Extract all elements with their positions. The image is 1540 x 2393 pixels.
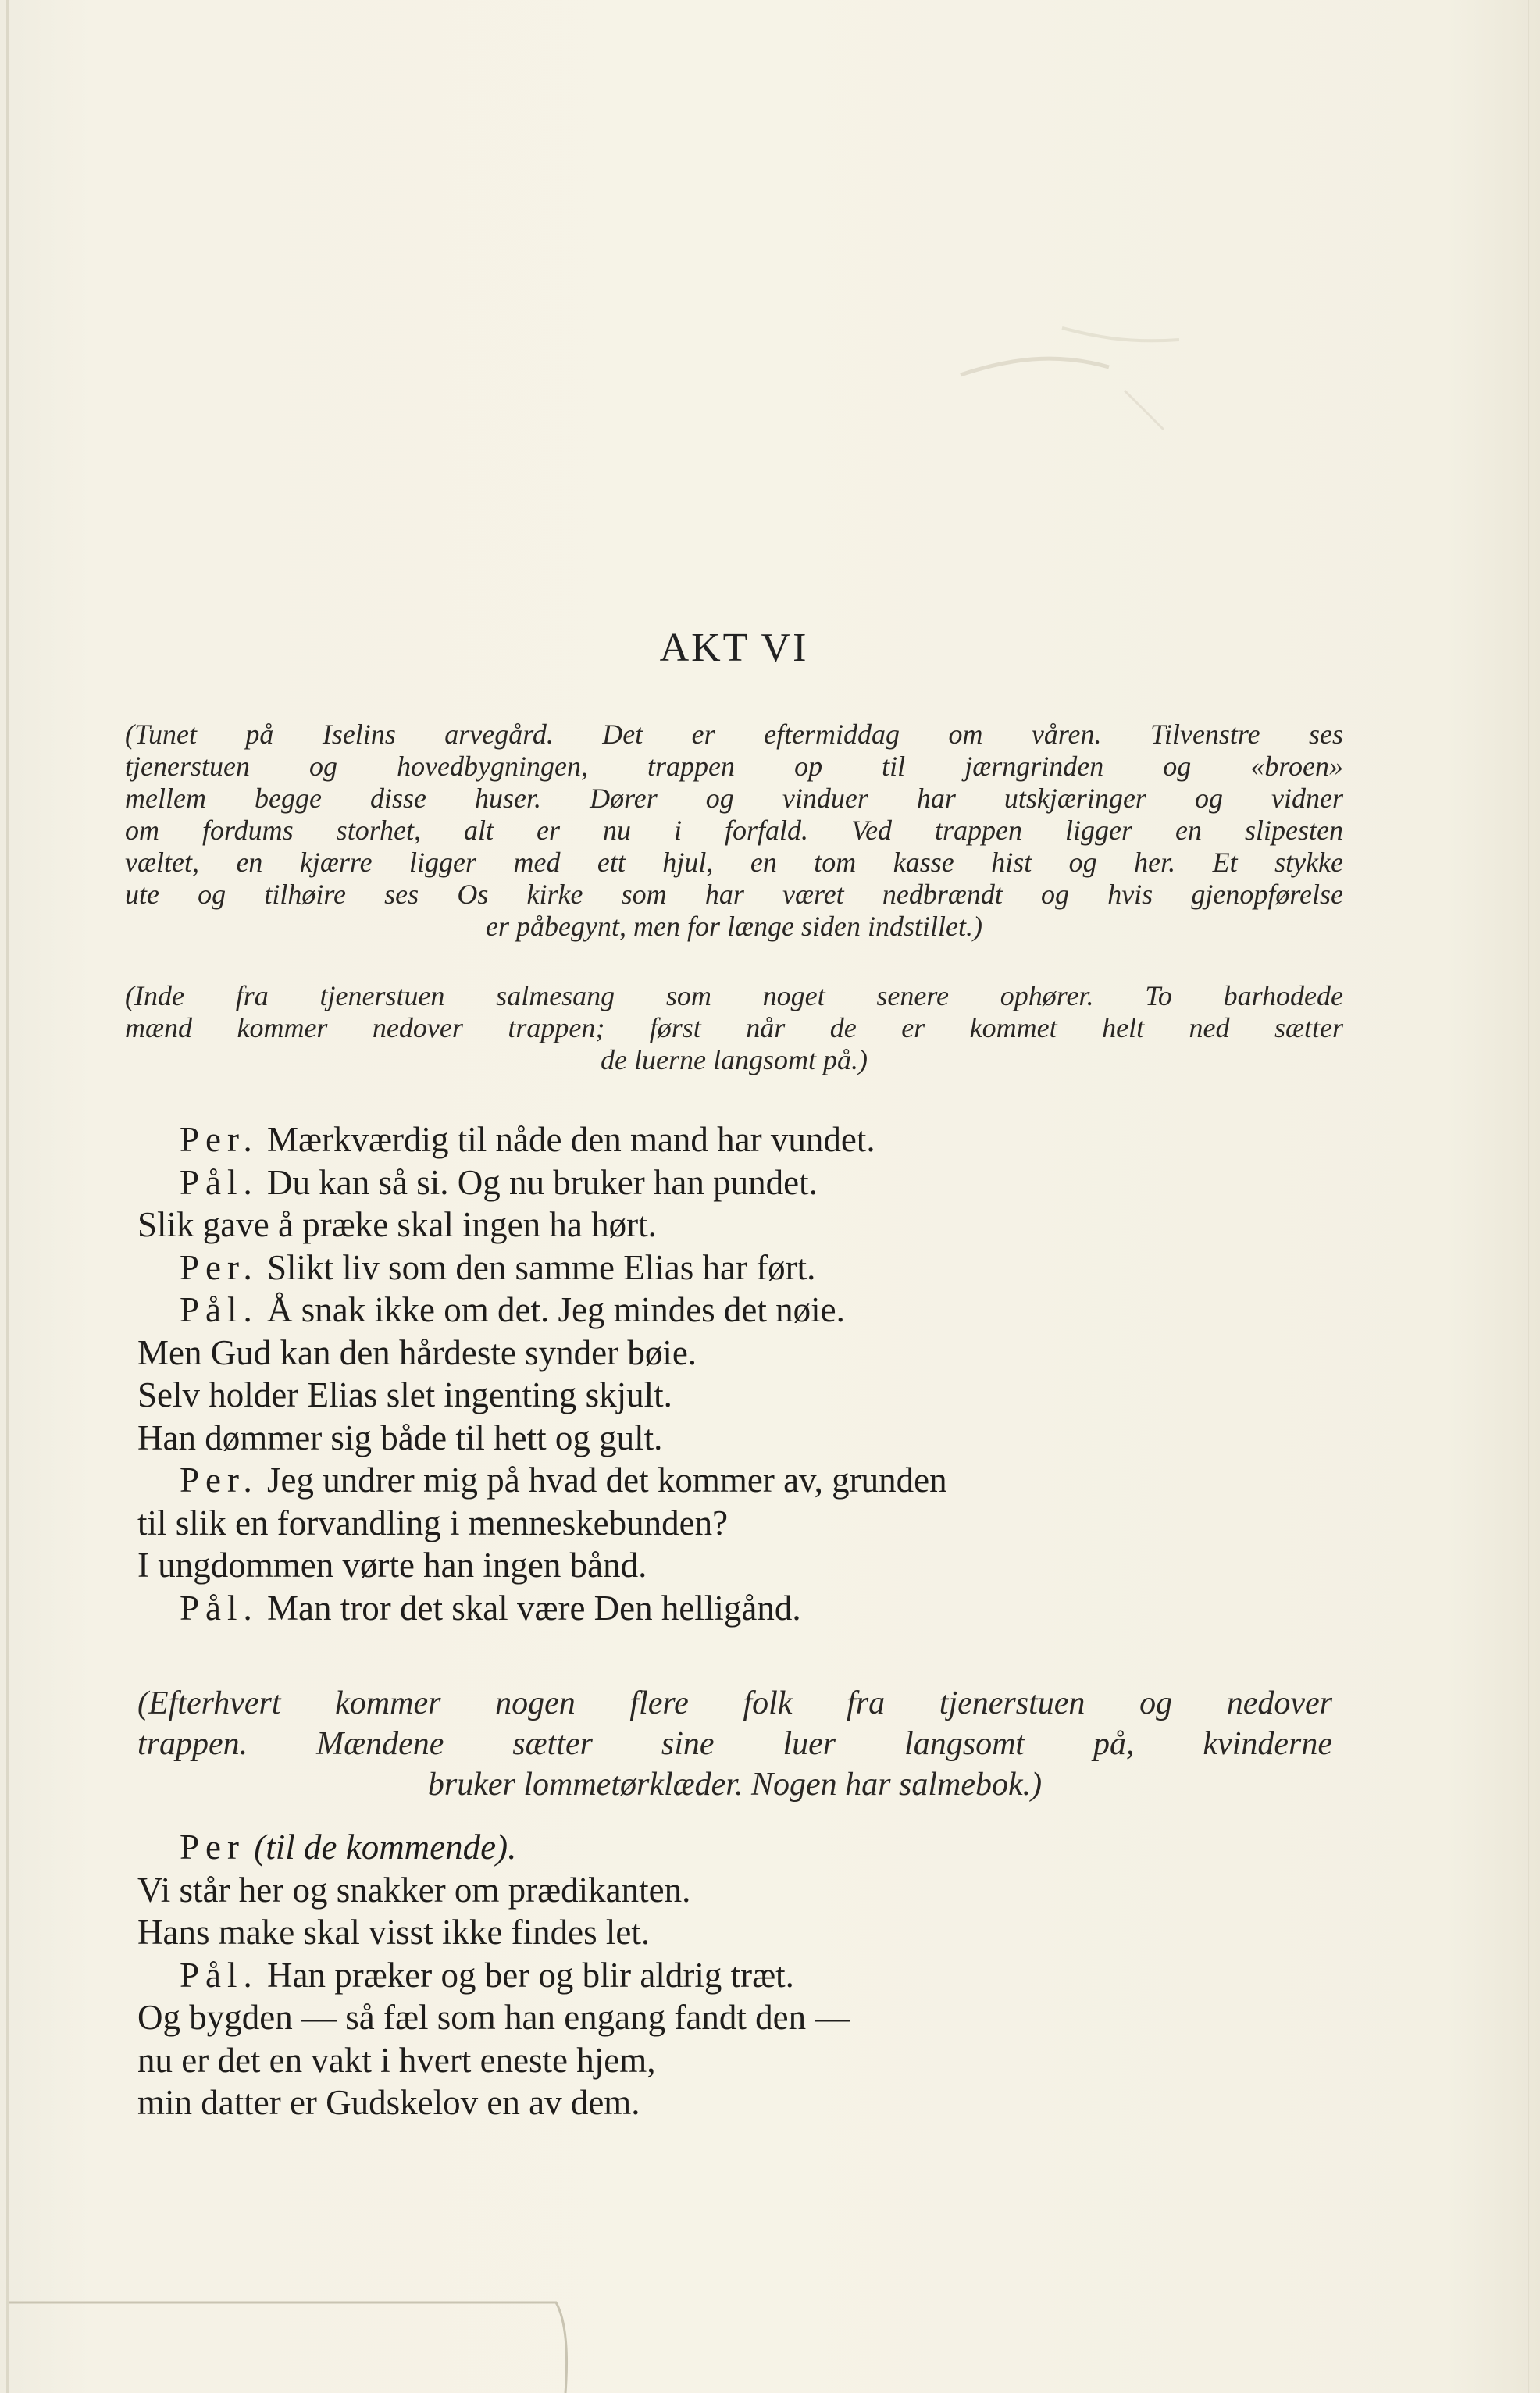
stage-line: mellem begge disse huser. Dører og vinduer har utskjæringer og vidner [125, 783, 1343, 814]
verse-line [137, 1954, 1324, 1997]
dialogue-block-2 [137, 1826, 1324, 2124]
page-gutter-edge [6, 0, 9, 2393]
stage-line: bruker lommetørklæder. Nogen har salmebok.) [427, 1767, 1043, 1803]
verse-text: min datter er Gudskelov en av dem. [137, 2083, 640, 2122]
verse-text: Og bygden — så fæl som han engang fandt den — [137, 1998, 850, 2037]
stage-line: tjenerstuen og hovedbygningen, trappen op til jærngrinden og «broen» [125, 751, 1343, 782]
verse-text: Å snak ikke om det. Jeg mindes det nøie. [258, 1290, 845, 1329]
dialogue-block-1 [137, 1118, 1324, 1629]
speaker-name: Pål. [180, 1955, 258, 1995]
speaker-name: Pål. [180, 1588, 258, 1628]
stage-line: trappen. Mændene sætter sine luer langsomt på, kvinderne [137, 1726, 1332, 1762]
stage-line: de luerne langsomt på.) [601, 1044, 868, 1075]
speaker-name: Per. [180, 1460, 258, 1500]
verse-text: Selv holder Elias slet ingenting skjult. [137, 1375, 672, 1414]
inline-stage-direction: (til de kommende). [245, 1828, 517, 1867]
stage-line: (Inde fra tjenerstuen salmesang som noget senere ophører. To barhodede [125, 980, 1343, 1011]
verse-line [137, 1459, 1324, 1502]
verse-line [137, 2081, 1324, 2124]
verse-text: Vi står her og snakker om prædikanten. [137, 1870, 691, 1910]
verse-line [137, 1417, 1324, 1460]
verse-text: Hans make skal visst ikke findes let. [137, 1913, 651, 1952]
verse-line [137, 1246, 1324, 1289]
verse-text: Men Gud kan den hårdeste synder bøie. [137, 1332, 697, 1372]
verse-line [137, 1204, 1324, 1246]
verse-text: I ungdommen vørte han ingen bånd. [137, 1546, 647, 1585]
verse-line [137, 1502, 1324, 1545]
verse-text: nu er det en vakt i hvert eneste hjem, [137, 2040, 656, 2080]
verse-line [137, 1911, 1324, 1954]
verse-line [137, 1118, 1324, 1161]
speaker-name: Pål. [180, 1162, 258, 1202]
verse-line [137, 1161, 1324, 1204]
verse-line [137, 1826, 1324, 1869]
verse-text: Slikt liv som den samme Elias har ført. [258, 1247, 816, 1287]
speaker-name: Per. [180, 1120, 258, 1159]
verse-text: Han præker og ber og blir aldrig træt. [258, 1955, 794, 1995]
stage-direction-setting [125, 719, 1343, 943]
stage-line: mænd kommer nedover trappen; først når de er kommet helt ned sætter [125, 1012, 1343, 1043]
paper-fold-mark [9, 2296, 572, 2393]
verse-text: Jeg undrer mig på hvad det kommer av, grunden [258, 1460, 947, 1500]
verse-line [137, 1587, 1324, 1630]
stage-line: væltet, en kjærre ligger med ett hjul, en tom kasse hist og her. Et stykke [125, 847, 1343, 878]
stage-line: (Tunet på Iselins arvegård. Det er eftermiddag om våren. Tilvenstre ses [125, 719, 1343, 750]
page-right-edge [1528, 0, 1529, 2393]
verse-line [137, 1289, 1324, 1332]
verse-line [137, 1996, 1324, 2039]
verse-line [137, 2039, 1324, 2082]
verse-text: Du kan så si. Og nu bruker han pundet. [258, 1162, 818, 1202]
stage-line: (Efterhvert kommer nogen flere folk fra tjenerstuen og nedover [137, 1685, 1332, 1721]
speaker-name: Per. [180, 1247, 258, 1287]
stage-line: ute og tilhøire ses Os kirke som har været nedbrændt og hvis gjenopførelse [125, 879, 1343, 910]
verse-text: Han dømmer sig både til hett og gult. [137, 1418, 663, 1457]
stage-line: om fordums storhet, alt er nu i forfald. Ved trappen ligger en slipesten [125, 815, 1343, 846]
speaker-name: Per [180, 1828, 245, 1867]
act-title: AKT VI [659, 626, 809, 670]
verse-text: Man tror det skal være Den helligånd. [258, 1588, 801, 1628]
verse-line [137, 1332, 1324, 1375]
bleed-through-mark [945, 297, 1226, 437]
verse-text: Slik gave å præke skal ingen ha hørt. [137, 1205, 657, 1244]
speaker-name: Pål. [180, 1290, 258, 1329]
stage-line: er påbegynt, men for længe siden indstillet.) [486, 911, 982, 942]
verse-line [137, 1869, 1324, 1912]
verse-line [137, 1544, 1324, 1587]
stage-direction-crowd [137, 1683, 1332, 1805]
stage-direction-entrance [125, 980, 1343, 1076]
verse-line [137, 1374, 1324, 1417]
verse-text: Mærkværdig til nåde den mand har vundet. [258, 1120, 875, 1159]
verse-text: til slik en forvandling i menneskebunden? [137, 1503, 729, 1542]
